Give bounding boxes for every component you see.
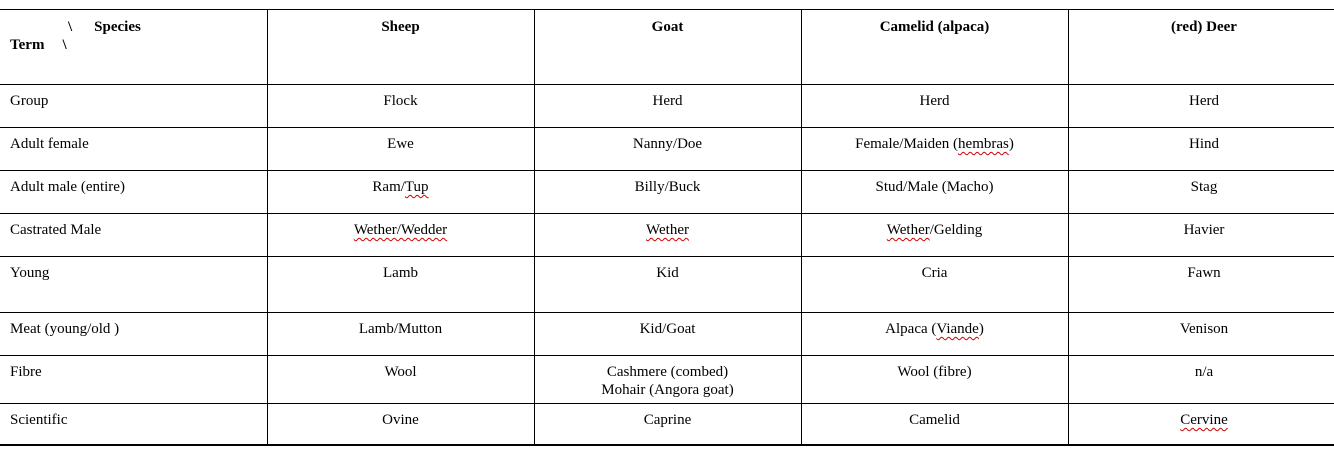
spellcheck-flag: Wether/Wedder <box>353 222 448 238</box>
value-cell: Cashmere (combed) Mohair (Angora goat) <box>534 356 801 404</box>
value-cell: Ram/Tup <box>267 171 534 214</box>
value-cell: n/a <box>1068 356 1334 404</box>
value-cell <box>534 214 801 257</box>
value-cell: Lamb <box>267 257 534 313</box>
value-cell: Wether/Gelding <box>801 214 1068 257</box>
value-cell: Female/Maiden (hembras) <box>801 128 1068 171</box>
table-row-fibre <box>0 356 1334 404</box>
term-cell: Group <box>0 85 267 128</box>
value-cell: Alpaca (Viande) <box>801 313 1068 356</box>
value-cell: Stud/Male (Macho) <box>801 171 1068 214</box>
corner-term-label: Term <box>10 37 45 53</box>
term-cell: Adult male (entire) <box>0 171 267 214</box>
corner-species-label: Species <box>94 19 141 35</box>
spellcheck-flag: hembras <box>958 136 1009 152</box>
value-cell: Caprine <box>534 404 801 446</box>
value-cell: Billy/Buck <box>534 171 801 214</box>
column-header-sheep: Sheep <box>267 10 534 85</box>
value-cell: Ovine <box>267 404 534 446</box>
table-row-adult-male <box>0 171 1334 214</box>
value-cell: Havier <box>1068 214 1334 257</box>
species-terms-table <box>0 9 1334 446</box>
value-cell: Wool (fibre) <box>801 356 1068 404</box>
header-row <box>0 10 1334 85</box>
value-cell: Kid/Goat <box>534 313 801 356</box>
value-cell: Cria <box>801 257 1068 313</box>
corner-header-cell <box>0 10 267 85</box>
table-row-scientific <box>0 404 1334 446</box>
bottom-rule <box>0 444 1334 445</box>
value-cell <box>1068 404 1334 446</box>
term-cell: Fibre <box>0 356 267 404</box>
value-cell: Camelid <box>801 404 1068 446</box>
spellcheck-flag: Cervine <box>1180 412 1228 428</box>
term-cell: Young <box>0 257 267 313</box>
term-cell: Adult female <box>0 128 267 171</box>
table-row-meat <box>0 313 1334 356</box>
value-cell: Kid <box>534 257 801 313</box>
value-cell: Lamb/Mutton <box>267 313 534 356</box>
table-row-young <box>0 257 1334 313</box>
corner-slash-bottom: \ <box>62 37 67 53</box>
spellcheck-flag: Wether <box>886 222 930 238</box>
spellcheck-flag: Wether <box>646 222 689 238</box>
spellcheck-flag: Viande <box>936 321 979 337</box>
table-row-group <box>0 85 1334 128</box>
value-cell: Flock <box>267 85 534 128</box>
column-header-goat: Goat <box>534 10 801 85</box>
term-cell: Castrated Male <box>0 214 267 257</box>
term-cell: Meat (young/old ) <box>0 313 267 356</box>
value-cell: Stag <box>1068 171 1334 214</box>
value-cell: Herd <box>801 85 1068 128</box>
value-cell: Venison <box>1068 313 1334 356</box>
value-cell: Wool <box>267 356 534 404</box>
term-cell: Scientific <box>0 404 267 446</box>
value-cell <box>267 214 534 257</box>
column-header-deer: (red) Deer <box>1068 10 1334 85</box>
corner-slash-top: \ <box>68 19 73 35</box>
value-cell: Ewe <box>267 128 534 171</box>
column-header-camelid: Camelid (alpaca) <box>801 10 1068 85</box>
spellcheck-flag: Tup <box>404 179 429 195</box>
value-cell: Herd <box>534 85 801 128</box>
table-row-castrated-male <box>0 214 1334 257</box>
value-cell: Nanny/Doe <box>534 128 801 171</box>
value-cell: Fawn <box>1068 257 1334 313</box>
value-cell: Hind <box>1068 128 1334 171</box>
table-row-adult-female <box>0 128 1334 171</box>
value-cell: Herd <box>1068 85 1334 128</box>
